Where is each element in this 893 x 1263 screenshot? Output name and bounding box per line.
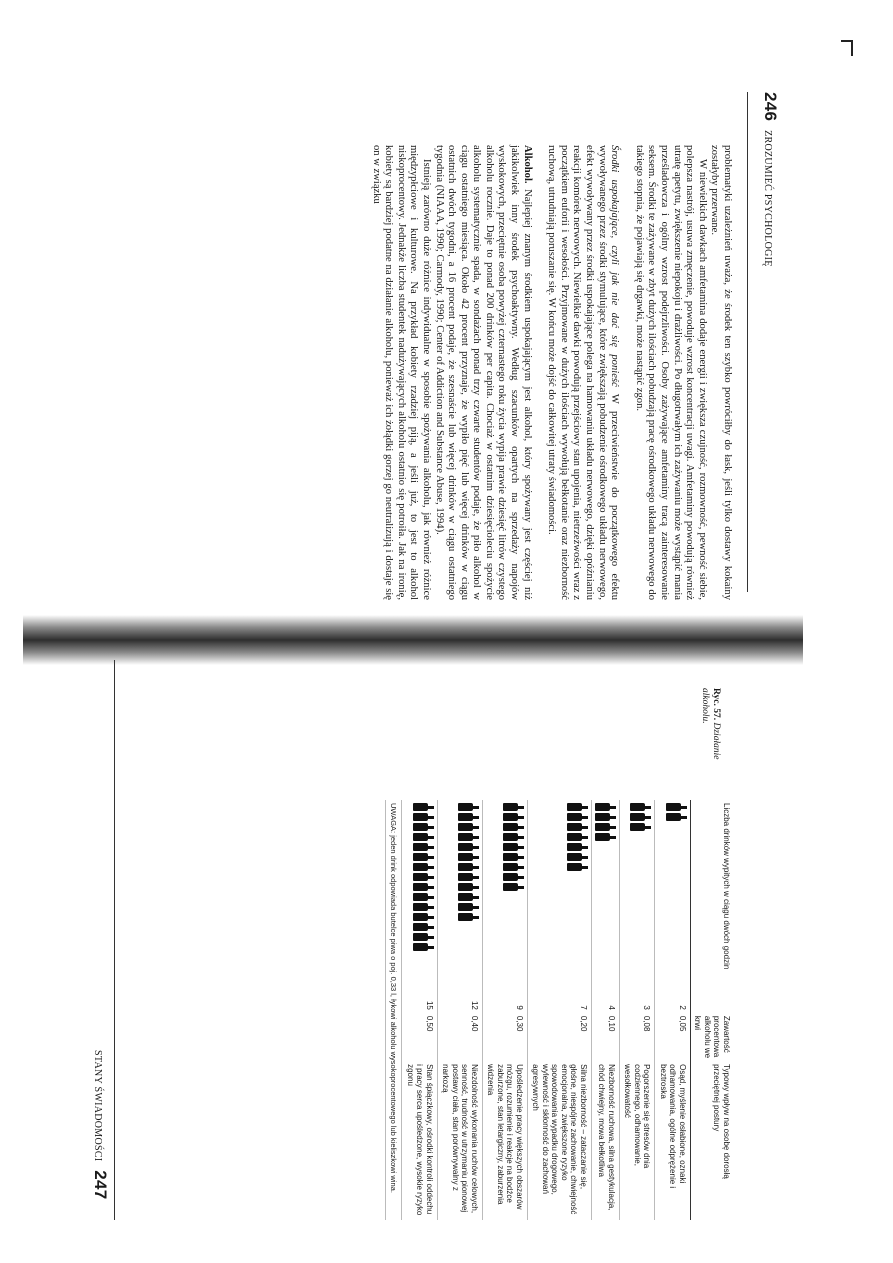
drink-count: 15: [402, 984, 438, 1013]
bottle-icon: [458, 833, 479, 841]
bottle-icon: [567, 833, 588, 841]
bottle-icon: [595, 803, 616, 811]
bottle-icon: [567, 853, 588, 861]
bottle-icon: [503, 823, 524, 831]
bottle-icon: [413, 923, 434, 931]
blood-alcohol-value: 0,50: [402, 1013, 438, 1061]
bottle-icon: [413, 873, 434, 881]
bottle-group: [567, 803, 588, 981]
effect-description: Pogorszenie się stresów dnia codziennego, odhamowanie, wesołkowatość: [620, 1061, 656, 1220]
paragraph: Istnieją zarówno duże różnice indywidualne w sposobie spożywania alkoholu, jak również różnice międzypłciowe i kulturowe. Na przykład kobiety rzadziej piją, a jeśli już, to jest to alkohol niskoprocentowy. Jednakże liczba studentek nadużywających alkoholu ostatnio się potroiła. Jak na ironię, kobiety są bardziej podatne na działanie alkoholu, ponieważ ich żołądki gorzej go neutralizują i dostaje się on w związku: [370, 145, 432, 600]
bottle-icon: [458, 803, 479, 811]
bottle-group: [666, 803, 687, 981]
paragraph: Alkohol. Najlepiej znanym środkiem uspokajającym jest alkohol, który spożywany jest częściej niż jakikolwiek inny środek psychoaktywny. Według szacunków opartych na sprzedaży napojów wyskokowych, przeciętnie osoba powyżej czternastego roku życia wypija prawie dziesięć litrów czystego alkoholu rocznie. Daje to ponad 200 drinków per capita. Chociaż w ostatnim dziesięcioleciu spożycie alkoholu systematycznie spada, w sondażach ponad trzy czwarte studentów podaje, że piło alkohol w ciągu ostatniego miesiąca. Około 42 procent przyznaje, że wypiło pięć lub więcej drinków w ciągu ostatnich dwóch tygodni, a 16 procent podaje, że szesnaście lub więcej drinków w ciągu ostatniego tygodnia (NIAAA, 1990; Carmody, 1990; Center of Addiction and Substance Abuse, 1994).: [433, 145, 533, 600]
bottle-cell: [592, 800, 620, 984]
drink-count: 3: [620, 984, 656, 1013]
paragraph: problematyki uzależnień uważa, że środek ten szybko powróciłby do łask, jeśli tylko dostawy kokainy zostałyby przerwane.: [709, 145, 733, 600]
table-row: [402, 800, 438, 1220]
effect-description: Niezborność ruchowa, silna gestykulacja, chód chwiejny, mowa bełkotliwa: [592, 1061, 620, 1220]
bottle-icon: [503, 853, 524, 861]
column-header: Liczba drinków wypitych w ciągu dwóch godzin: [691, 800, 734, 984]
bottle-icon: [413, 833, 434, 841]
bottle-icon: [666, 803, 687, 811]
left-text-column: [369, 145, 733, 600]
bottle-icon: [567, 813, 588, 821]
bottle-icon: [631, 823, 652, 831]
bottle-icon: [413, 813, 434, 821]
bottle-icon: [413, 943, 434, 951]
left-header-rule: [747, 92, 748, 592]
bottle-cell: [438, 800, 483, 984]
bottle-icon: [458, 903, 479, 911]
right-page-number: 247: [91, 1170, 110, 1200]
drink-count: 7: [528, 984, 592, 1013]
bottle-icon: [458, 813, 479, 821]
bottle-group: [458, 803, 479, 981]
bottle-icon: [413, 803, 434, 811]
bottle-icon: [413, 883, 434, 891]
effect-description: Osąd, myślenie osłabione, oznaki odhamowania, ogólne odprężenie i beztroska: [655, 1061, 691, 1220]
right-header-rule: [114, 660, 115, 1220]
right-running-header: [90, 1050, 110, 1200]
left-header-title: ZROZUMIEĆ PSYCHOLOGIĘ: [762, 130, 773, 267]
bottle-icon: [413, 903, 434, 911]
bottle-group: [413, 803, 434, 981]
bottle-icon: [567, 823, 588, 831]
bottle-icon: [413, 853, 434, 861]
blood-alcohol-value: 0,20: [528, 1013, 592, 1061]
bottle-icon: [503, 833, 524, 841]
bottle-icon: [458, 873, 479, 881]
left-running-header: [760, 92, 780, 267]
table-row: [620, 800, 656, 1220]
paragraph: Środki uspokajające, czyli jak nie dać się ponieść W przeciwieństwie do początkowego efektu wywoływanego przez środki stymulujące, które zwiększają pobudzenie ośrodkowego układu nerwowego, efekt wywoływany przez środki uspokajające polega na hamowaniu układu nerwowego, dzięki opóźnianiu reakcji komórek nerwowych. Niewielkie dawki powodują przejściowy stan upojenia, nietrzeźwości wraz z początkiem euforii i wesołości. Przyjmowane w dużych ilościach wywołują bełkotanie oraz niezborność ruchową, utrudniają poruszanie się. W końcu może dojść do całkowitej utraty świadomości.: [546, 145, 621, 600]
bottle-cell: [483, 800, 528, 984]
bottle-icon: [503, 803, 524, 811]
figure-title: Działanie alkoholu.: [700, 688, 721, 760]
bottle-icon: [413, 863, 434, 871]
paragraph: W niewielkich dawkach amfetamina dodaje energii i zwiększa czujność, rozmowność, pewność siebie, polepsza nastrój, usuwa zmęczenie, powoduje wzrost koncentracji uwagi. Amfetaminy powodują również utratę apetytu, zwiększenie niepokoju i drażliwości. Po długotrwałym ich zażywaniu może wystąpić mania prześladowcza i ogólny wzrost podejrzliwości. Osoby zażywające amfetaminy tracą zainteresowanie seksem. Środki te zażywane w zbyt dużych ilościach pobudzają pracę ośrodkowego układu nerwowego do takiego stopnia, że pojawiają się drgawki, może nastąpić zgon.: [633, 145, 708, 600]
drink-count: 4: [592, 984, 620, 1013]
bottle-icon: [458, 843, 479, 851]
table-row: [655, 800, 691, 1220]
bottle-icon: [413, 893, 434, 901]
drink-count: 2: [655, 984, 691, 1013]
table-note: UWAGA: jeden drink odpowiada butelce piwa o poj. 0,33 l, łykowi alkoholu wysokoprocentowego lub kieliszkowi wina.: [386, 800, 402, 1220]
bottle-icon: [503, 883, 524, 891]
table-row: [528, 800, 592, 1220]
bottle-cell: [528, 800, 592, 984]
bottle-icon: [413, 823, 434, 831]
bottle-icon: [458, 853, 479, 861]
left-page-number: 246: [761, 92, 780, 122]
bottle-icon: [413, 843, 434, 851]
bottle-icon: [503, 813, 524, 821]
table-row: [483, 800, 528, 1220]
bottle-icon: [458, 823, 479, 831]
bottle-group: [595, 803, 616, 981]
bottle-icon: [458, 913, 479, 921]
bottle-icon: [595, 813, 616, 821]
bottle-icon: [413, 913, 434, 921]
effect-description: Upośledzenie pracy większych obszarów mózgu, rozumienie i reakcje na bodźce zaburzone, stan letargiczny, zaburzenia widzenia: [483, 1061, 528, 1220]
crop-mark-icon: [841, 40, 853, 56]
table-row: [438, 800, 483, 1220]
bottle-icon: [631, 813, 652, 821]
bottle-cell: [655, 800, 691, 984]
column-header: [691, 984, 734, 1013]
bottle-group: [631, 803, 652, 981]
drink-count: 9: [483, 984, 528, 1013]
blood-alcohol-value: 0,40: [438, 1013, 483, 1061]
bottle-group: [503, 803, 524, 981]
bottle-icon: [631, 803, 652, 811]
table-row: [592, 800, 620, 1220]
bottle-icon: [567, 863, 588, 871]
book-spine-shadow: [23, 615, 803, 665]
bottle-icon: [567, 803, 588, 811]
right-header-title: STANY ŚWIADOMOŚCI: [92, 1050, 103, 1162]
bottle-icon: [413, 933, 434, 941]
bottle-icon: [458, 883, 479, 891]
effect-description: Silna niezborność – zataczanie się, głośne, niespójne zachowanie, chwiejność emocjonalna, zwiększone ryzyko spowodowania wypadku drogowego, wylewność i skłonność do zachowań agresywnych: [528, 1061, 592, 1220]
blood-alcohol-value: 0,05: [655, 1013, 691, 1061]
section-heading: Alkohol.: [521, 145, 533, 184]
column-header: Zawartość procentowa alkoholu we krwi: [691, 1013, 734, 1061]
drink-count: 12: [438, 984, 483, 1013]
effect-description: Stan śpiączkowy, ośrodki kontroli oddechu i pracy serca upośledzone, wysokie ryzyko zgonu: [402, 1061, 438, 1220]
bottle-icon: [503, 843, 524, 851]
bottle-icon: [567, 843, 588, 851]
alcohol-effects-table: [386, 800, 734, 1220]
bottle-cell: [620, 800, 656, 984]
blood-alcohol-value: 0,08: [620, 1013, 656, 1061]
section-heading: Środki uspokajające, czyli jak nie dać się ponieść: [609, 145, 621, 387]
figure-caption: [699, 688, 721, 788]
bottle-icon: [666, 813, 687, 821]
blood-alcohol-value: 0,30: [483, 1013, 528, 1061]
effect-description: Niezdolność wykonania ruchów celowych, senność, trudność w utrzymaniu pionowej postawy ciała, stan porównywalny z narkozą: [438, 1061, 483, 1220]
bottle-icon: [458, 863, 479, 871]
figure-number: Ryc. 57.: [711, 688, 721, 721]
blood-alcohol-value: 0,10: [592, 1013, 620, 1061]
bottle-icon: [595, 833, 616, 841]
bottle-icon: [503, 873, 524, 881]
bottle-cell: [402, 800, 438, 984]
table-header-row: [691, 800, 734, 1220]
bottle-icon: [503, 863, 524, 871]
bottle-icon: [595, 823, 616, 831]
bottle-icon: [458, 893, 479, 901]
column-header: Typowy wpływ na osobę dorosłą przeciętnej postury: [691, 1061, 734, 1220]
